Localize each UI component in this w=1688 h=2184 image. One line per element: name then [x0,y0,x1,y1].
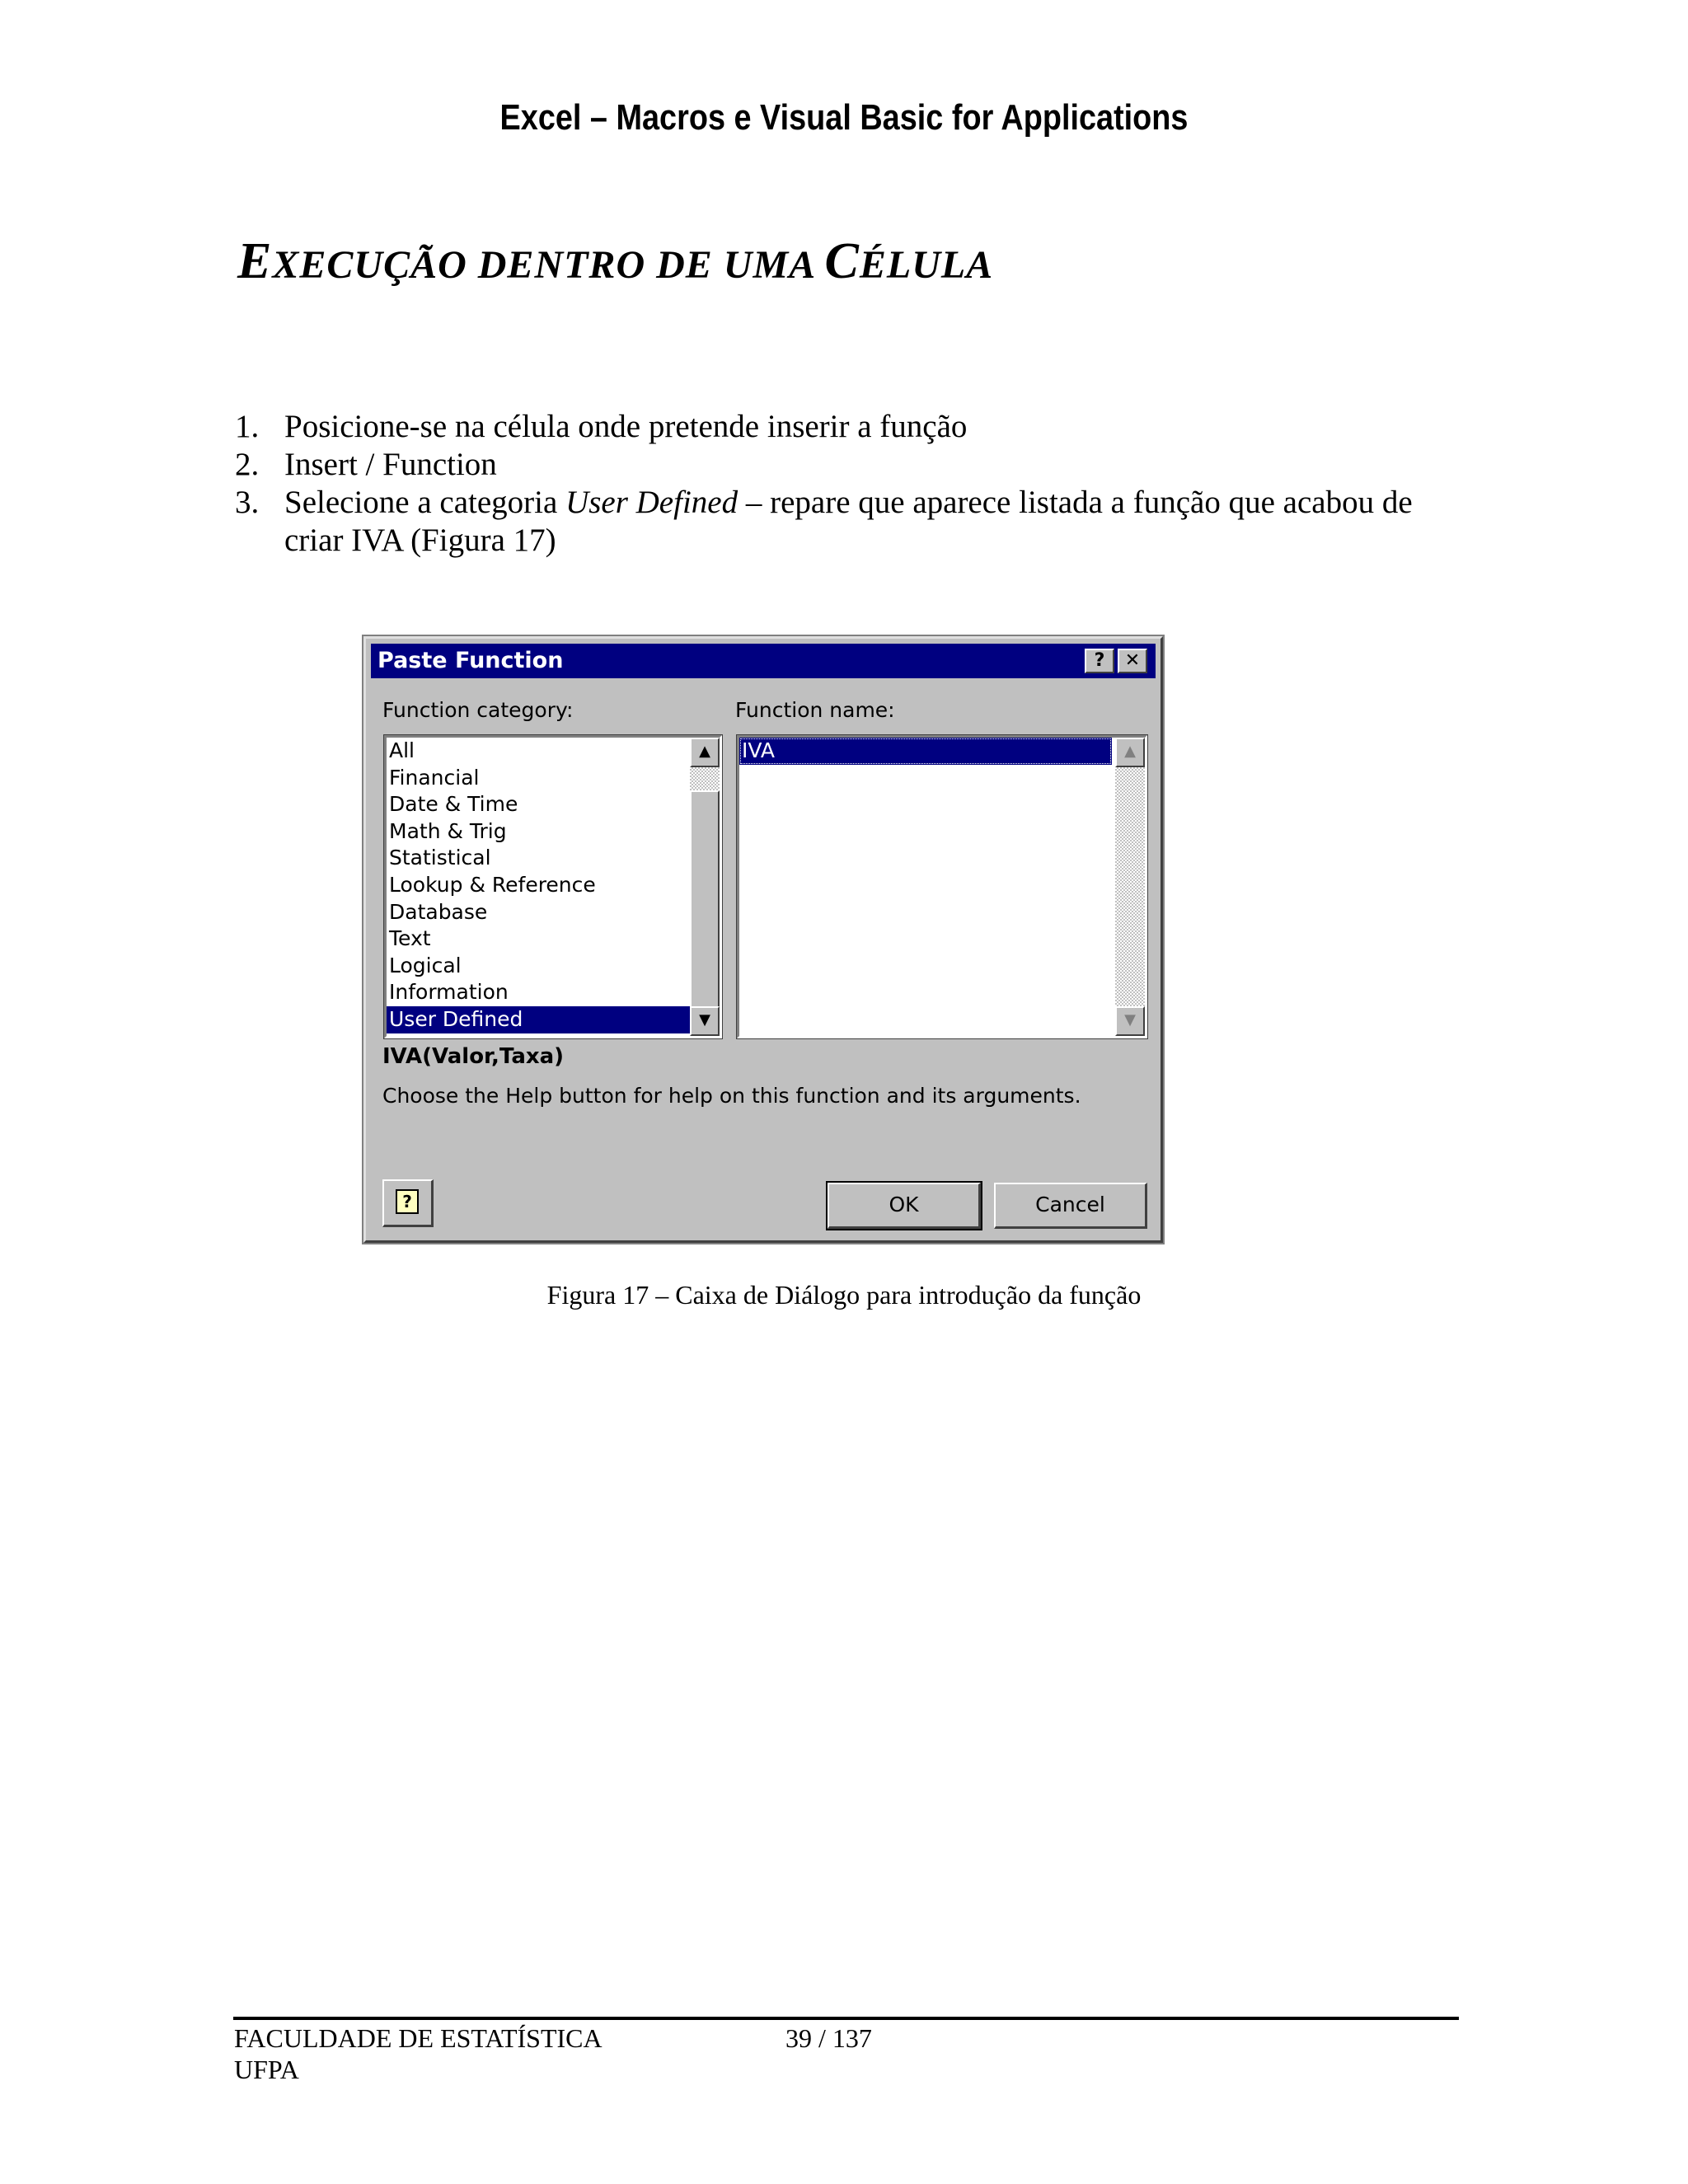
scroll-down-arrow-icon[interactable]: ▼ [690,1006,720,1036]
scroll-up-arrow-icon[interactable]: ▲ [690,738,720,767]
cancel-button[interactable]: Cancel [994,1183,1147,1229]
step-text: Posicione-se na célula onde pretende inserir a função [284,409,968,444]
help-button[interactable] [382,1179,434,1227]
scrollbar-thumb[interactable] [690,790,720,1021]
paste-function-dialog [363,636,1163,1243]
category-items [387,738,690,1033]
category-item[interactable]: Logical [389,953,462,977]
step-number: 2. [235,447,260,482]
category-scrollbar[interactable] [690,738,720,1036]
category-item[interactable]: Information [389,980,509,1005]
title-middle: XECUÇÃO DENTRO DE UMA [272,243,825,287]
footer-line-1: FACULDADE DE ESTATÍSTICA [234,2023,603,2053]
footer-institution [234,2022,603,2085]
category-item[interactable]: User Defined [387,1006,690,1033]
footer-divider [233,2017,1459,2020]
close-button[interactable]: ✕ [1118,649,1147,673]
function-description: Choose the Help button for help on this function and its arguments. [382,1084,1081,1108]
title-initial: E [237,233,273,289]
scroll-down-arrow-icon[interactable]: ▼ [1115,1006,1145,1036]
step-text: Insert / Function [284,447,497,482]
category-label: Function category: [382,698,574,722]
title-second-initial: C [824,233,860,289]
page-number: 39 / 137 [785,2023,872,2053]
category-item[interactable]: Math & Trig [389,818,507,843]
category-item[interactable]: Text [389,926,431,951]
function-item[interactable]: IVA [739,738,1112,765]
category-item[interactable]: Statistical [389,846,491,870]
dialog-title: Paste Function [377,648,564,673]
function-name-label: Function name: [735,698,895,722]
page-header: Excel – Macros e Visual Basic for Applications [499,97,1189,138]
steps-list [235,408,1451,560]
step-emphasis: User Defined [565,485,738,520]
ok-button[interactable]: OK [828,1183,981,1229]
category-item[interactable]: Database [389,899,488,924]
titlebar-help-button[interactable]: ? [1085,649,1114,673]
category-item[interactable]: Lookup & Reference [389,872,596,897]
step-item [235,408,1451,446]
function-items [739,738,1112,765]
function-scrollbar[interactable] [1115,738,1145,1036]
function-signature: IVA(Valor,Taxa) [382,1044,565,1069]
dialog-titlebar [371,644,1156,678]
figure-caption: Figura 17 – Caixa de Diálogo para introdução da função [546,1280,1142,1310]
category-item[interactable]: Date & Time [389,792,518,817]
question-icon: ? [396,1189,419,1214]
section-title [237,232,993,291]
category-listbox[interactable] [384,735,722,1038]
step-text: Selecione a categoria [284,485,566,520]
step-item [235,484,1451,560]
step-item [235,446,1451,484]
step-number: 3. [235,485,260,520]
footer-line-2: UFPA [234,2055,299,2084]
category-item[interactable]: All [389,738,415,762]
step-number: 1. [235,409,260,444]
category-item[interactable]: Financial [389,765,480,790]
scroll-up-arrow-icon[interactable]: ▲ [1115,738,1145,767]
function-name-listbox[interactable] [737,735,1147,1038]
step-text-cont: – repare que aparece listada a função que acabou de criar IVA (Figura 17) [284,485,1413,558]
title-end: ÉLULA [859,243,994,287]
